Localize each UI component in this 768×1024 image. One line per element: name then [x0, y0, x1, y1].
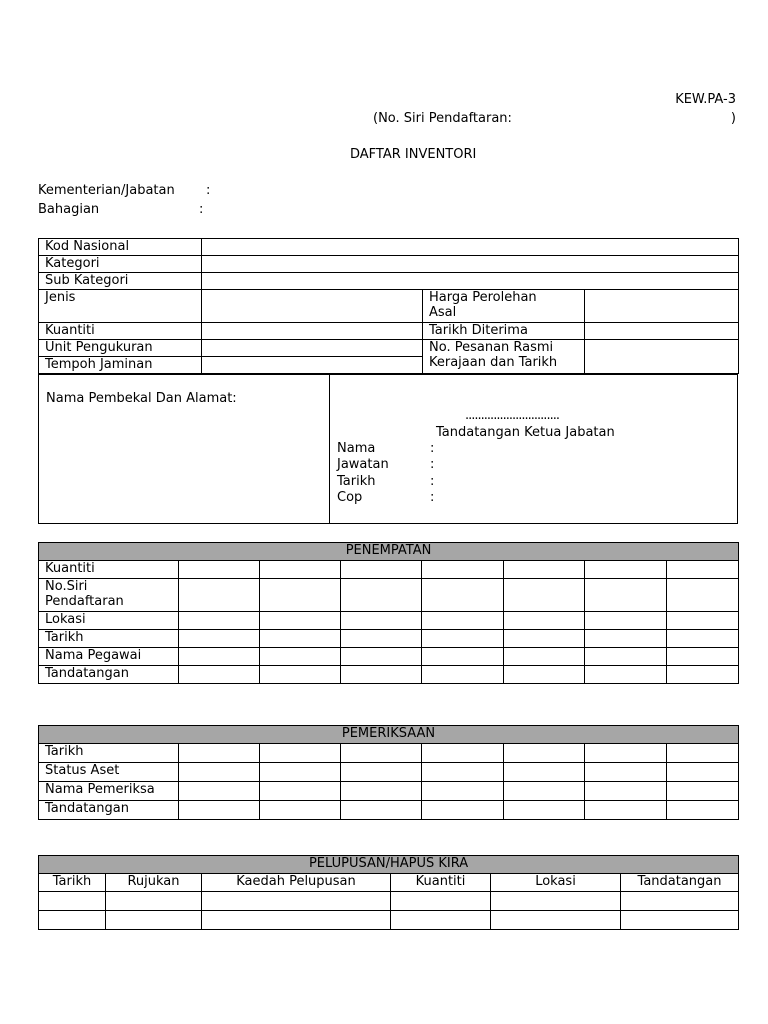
sub-kategori-value[interactable] [202, 273, 739, 290]
table-cell[interactable] [422, 763, 504, 782]
table-cell[interactable] [491, 892, 621, 911]
table-cell[interactable] [260, 648, 341, 666]
table-cell[interactable] [179, 782, 260, 801]
table-cell[interactable] [260, 561, 341, 579]
table-cell[interactable] [422, 744, 504, 763]
table-cell[interactable] [341, 561, 422, 579]
pemeriksaan-row-label: Tarikh [39, 744, 179, 763]
serial-number-close: ) [730, 111, 736, 126]
jenis-label: Jenis [39, 290, 202, 323]
table-cell[interactable] [422, 782, 504, 801]
division-label: Bahagian [38, 202, 100, 217]
signature-title: Tandatangan Ketua Jabatan [436, 425, 615, 440]
harga-perolehan-value[interactable] [585, 290, 739, 323]
table-cell[interactable] [391, 911, 491, 930]
table-cell[interactable] [260, 579, 341, 612]
kod-nasional-label: Kod Nasional [39, 239, 202, 256]
pemeriksaan-header: PEMERIKSAAN [39, 726, 739, 744]
table-cell[interactable] [504, 782, 585, 801]
table-cell[interactable] [260, 801, 341, 820]
pelupusan-header: PELUPUSAN/HAPUS KIRA [39, 856, 739, 874]
penempatan-row-label: No.Siri Pendaftaran [39, 579, 179, 612]
table-cell[interactable] [179, 579, 260, 612]
table-cell[interactable] [504, 666, 585, 684]
table-cell[interactable] [422, 561, 504, 579]
table-cell[interactable] [504, 612, 585, 630]
table-cell[interactable] [667, 648, 739, 666]
table-cell[interactable] [179, 763, 260, 782]
table-cell[interactable] [422, 648, 504, 666]
table-cell[interactable] [422, 801, 504, 820]
tarikh-label: Tarikh [337, 474, 376, 489]
table-cell[interactable] [341, 744, 422, 763]
penempatan-row-label: Nama Pegawai [39, 648, 179, 666]
penempatan-row-label: Kuantiti [39, 561, 179, 579]
pelupusan-table [38, 855, 739, 930]
table-cell[interactable] [106, 892, 202, 911]
table-cell[interactable] [341, 648, 422, 666]
kategori-value[interactable] [202, 256, 739, 273]
pemeriksaan-row-label: Tandatangan [39, 801, 179, 820]
table-cell[interactable] [504, 801, 585, 820]
ministry-colon: : [206, 183, 211, 198]
item-details-table [38, 238, 739, 374]
table-cell[interactable] [341, 579, 422, 612]
table-cell[interactable] [39, 892, 106, 911]
page-title: DAFTAR INVENTORI [350, 147, 477, 162]
unit-pengukuran-label: Unit Pengukuran [39, 340, 202, 357]
pemeriksaan-table [38, 725, 739, 820]
tarikh-diterima-label: Tarikh Diterima [423, 323, 585, 340]
tempoh-jaminan-value[interactable] [202, 357, 423, 374]
table-cell[interactable] [260, 666, 341, 684]
table-cell[interactable] [106, 911, 202, 930]
jawatan-colon: : [430, 457, 435, 472]
table-cell[interactable] [391, 892, 491, 911]
ministry-label: Kementerian/Jabatan [38, 183, 175, 198]
table-cell[interactable] [202, 911, 391, 930]
pemeriksaan-row-label: Status Aset [39, 763, 179, 782]
jawatan-label: Jawatan [337, 457, 389, 472]
supplier-label[interactable]: Nama Pembekal Dan Alamat: [46, 391, 237, 406]
table-cell[interactable] [667, 612, 739, 630]
table-cell[interactable] [667, 801, 739, 820]
table-cell[interactable] [179, 612, 260, 630]
column-header: Kuantiti [391, 874, 491, 892]
kod-nasional-value[interactable] [202, 239, 739, 256]
table-cell[interactable] [341, 630, 422, 648]
table-cell[interactable] [39, 911, 106, 930]
penempatan-row-label: Tandatangan [39, 666, 179, 684]
table-cell[interactable] [585, 648, 667, 666]
table-cell[interactable] [585, 782, 667, 801]
table-cell[interactable] [491, 911, 621, 930]
table-cell[interactable] [504, 648, 585, 666]
kuantiti-value[interactable] [202, 323, 423, 340]
column-header: Kaedah Pelupusan [202, 874, 391, 892]
table-cell[interactable] [260, 782, 341, 801]
column-header: Lokasi [491, 874, 621, 892]
pemeriksaan-row-label: Nama Pemeriksa [39, 782, 179, 801]
serial-number-label: (No. Siri Pendaftaran: [373, 111, 512, 126]
division-colon: : [199, 202, 204, 217]
table-cell[interactable] [179, 561, 260, 579]
table-cell[interactable] [585, 579, 667, 612]
nama-label: Nama [337, 441, 376, 456]
table-cell[interactable] [341, 666, 422, 684]
unit-pengukuran-value[interactable] [202, 340, 423, 357]
jenis-value[interactable] [202, 290, 423, 323]
table-cell[interactable] [341, 612, 422, 630]
table-cell[interactable] [504, 630, 585, 648]
table-cell[interactable] [621, 892, 739, 911]
tarikh-colon: : [430, 474, 435, 489]
table-cell[interactable] [667, 763, 739, 782]
table-cell[interactable] [179, 630, 260, 648]
table-cell[interactable] [585, 763, 667, 782]
table-cell[interactable] [585, 630, 667, 648]
table-cell[interactable] [504, 561, 585, 579]
penempatan-header: PENEMPATAN [39, 543, 739, 561]
table-cell[interactable] [504, 579, 585, 612]
column-header: Tarikh [39, 874, 106, 892]
table-cell[interactable] [341, 801, 422, 820]
table-cell[interactable] [422, 630, 504, 648]
divider [329, 374, 330, 524]
table-cell[interactable] [422, 579, 504, 612]
pesanan-rasmi-label: No. Pesanan Rasmi Kerajaan dan Tarikh [423, 340, 585, 374]
pesanan-rasmi-value[interactable] [585, 340, 739, 374]
penempatan-row-label: Lokasi [39, 612, 179, 630]
table-cell[interactable] [260, 763, 341, 782]
table-cell[interactable] [667, 744, 739, 763]
table-cell[interactable] [202, 892, 391, 911]
tempoh-jaminan-label: Tempoh Jaminan [39, 357, 202, 374]
table-cell[interactable] [260, 612, 341, 630]
table-cell[interactable] [260, 744, 341, 763]
nama-colon: : [430, 441, 435, 456]
table-cell[interactable] [341, 782, 422, 801]
table-cell[interactable] [422, 666, 504, 684]
table-cell[interactable] [179, 744, 260, 763]
table-cell[interactable] [585, 801, 667, 820]
table-cell[interactable] [585, 666, 667, 684]
sub-kategori-label: Sub Kategori [39, 273, 202, 290]
table-cell[interactable] [585, 612, 667, 630]
table-cell[interactable] [585, 744, 667, 763]
table-cell[interactable] [667, 666, 739, 684]
table-cell[interactable] [179, 648, 260, 666]
table-cell[interactable] [667, 782, 739, 801]
table-cell[interactable] [667, 561, 739, 579]
table-cell[interactable] [422, 612, 504, 630]
kategori-label: Kategori [39, 256, 202, 273]
form-code: KEW.PA-3 [675, 92, 736, 107]
table-cell[interactable] [179, 801, 260, 820]
column-header: Tandatangan [621, 874, 739, 892]
cop-colon: : [430, 490, 435, 505]
table-cell[interactable] [621, 911, 739, 930]
harga-perolehan-label: Harga Perolehan Asal [423, 290, 585, 323]
tarikh-diterima-value[interactable] [585, 323, 739, 340]
signature-line[interactable]: .............................. [465, 408, 559, 423]
kuantiti-label: Kuantiti [39, 323, 202, 340]
cop-label: Cop [337, 490, 363, 505]
table-cell[interactable] [341, 763, 422, 782]
table-cell[interactable] [585, 561, 667, 579]
penempatan-table [38, 542, 739, 684]
table-cell[interactable] [260, 630, 341, 648]
table-cell[interactable] [667, 579, 739, 612]
column-header: Rujukan [106, 874, 202, 892]
table-cell[interactable] [504, 763, 585, 782]
table-cell[interactable] [179, 666, 260, 684]
penempatan-row-label: Tarikh [39, 630, 179, 648]
table-cell[interactable] [504, 744, 585, 763]
table-cell[interactable] [667, 630, 739, 648]
